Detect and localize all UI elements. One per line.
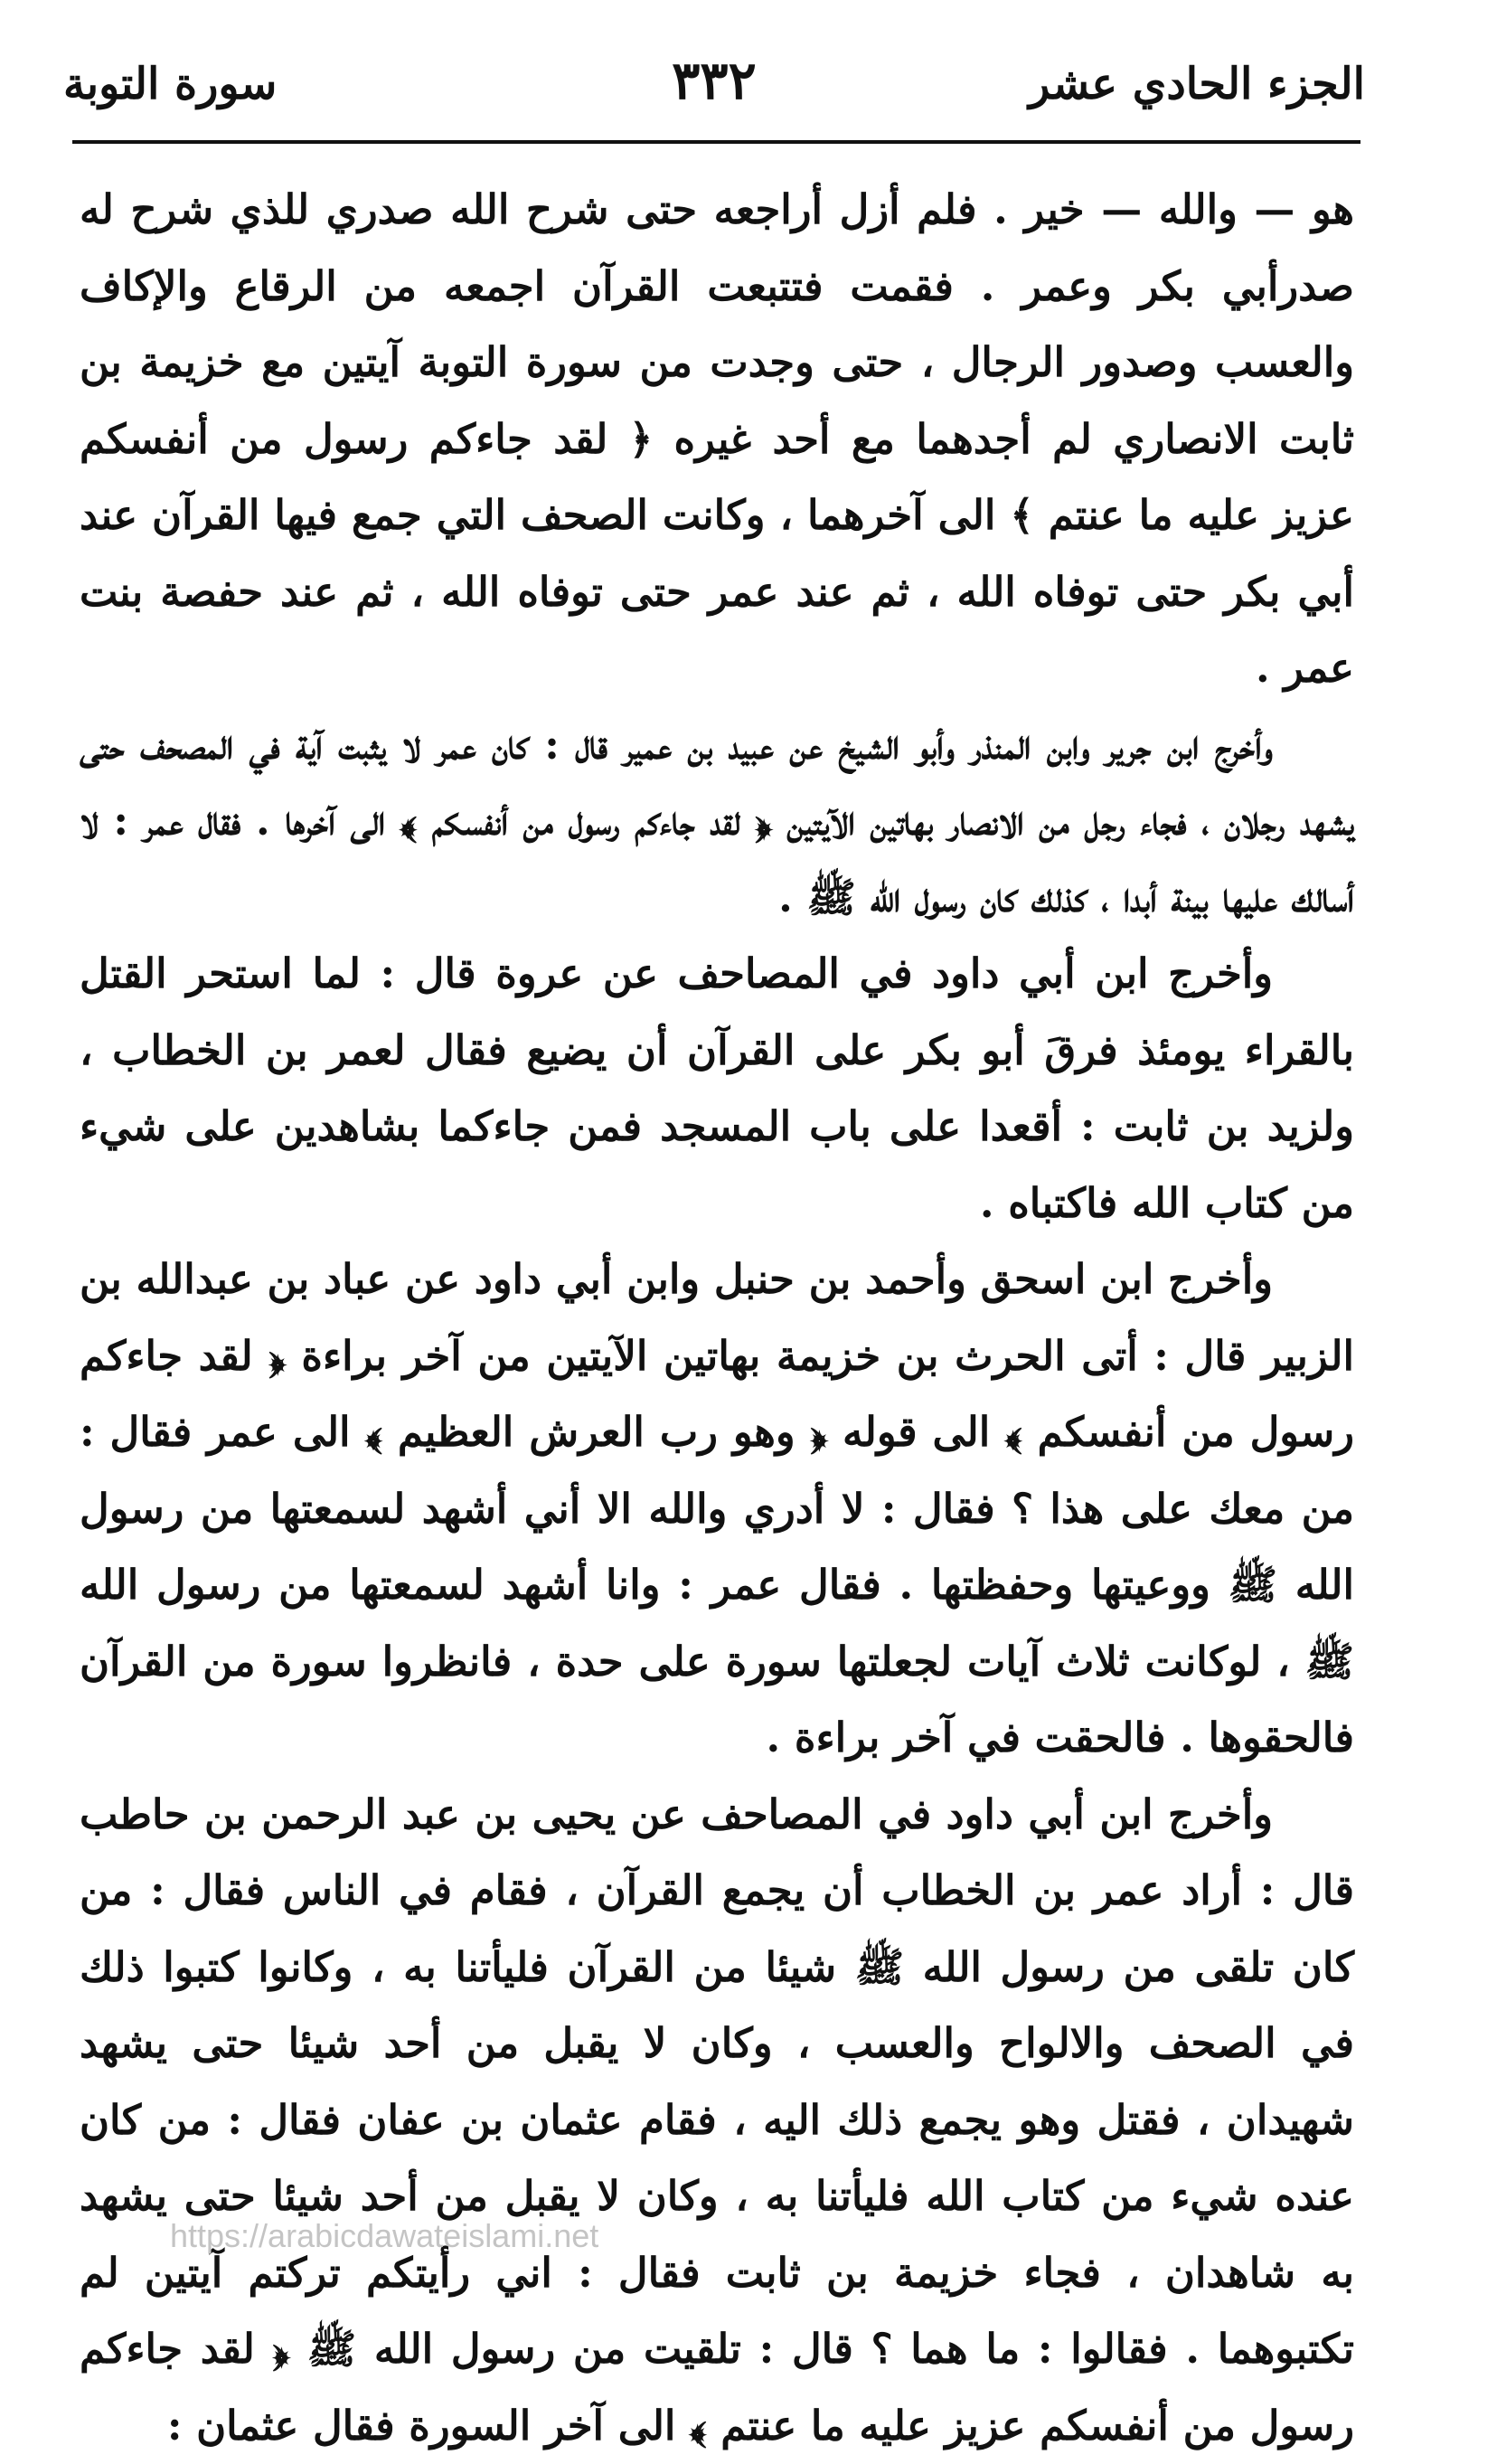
surah-title: سورة التوبة — [63, 59, 277, 109]
page-number: ٣٣٢ — [63, 50, 1365, 111]
page-body — [80, 172, 1354, 2464]
paragraph: وأخرج ابن أبي داود في المصاحف عن يحيى بن عبد الرحمن بن حاطب قال : أراد عمر بن الخطاب أن يجمع القرآن ، فقام في الناس فقال : من كان تلقى من رسول الله ﷺ شيئا من القرآن فليأتنا به ، وكانوا كتبوا ذلك في الصحف والالواح والعسب ، وكان لا يقبل من أحد شيئا حتى يشهد شهيدان ، فقتل وهو يجمع ذلك اليه ، فقام عثمان بن عفان فقال : من كان عنده شيء من كتاب الله فليأتنا به ، وكان لا يقبل من أحد شيئا حتى يشهد به شاهدان ، فجاء خزيمة بن ثابت فقال : اني رأيتكم تركتم آيتين لم تكتبوهما . فقالوا : ما هما ؟ قال : تلقيت من رسول الله ﷺ ﴿ لقد جاءكم رسول من أنفسكم عزيز عليه ما عنتم ﴾ الى آخر السورة فقال عثمان : — [80, 1777, 1354, 2464]
paragraph: وأخرج ابن جرير وابن المنذر وأبو الشيخ عن عبيد بن عمير قال : كان عمر لا يثبت آية في المصحف حتى يشهد رجلان ، فجاء رجل من الانصار بهاتين الآيتين ﴿ لقد جاءكم رسول من أنفسكم ﴾ الى آخرها . فقال عمر : لا أسالك عليها بينة أبدا ، كذلك كان رسول الله ﷺ . — [80, 707, 1354, 937]
paragraph: وأخرج ابن اسحق وأحمد بن حنبل وابن أبي داود عن عباد بن عبدالله بن الزبير قال : أتى الحرث بن خزيمة بهاتين الآيتين من آخر براءة ﴿ لقد جاءكم رسول من أنفسكم ﴾ الى قوله ﴿ وهو رب العرش العظيم ﴾ الى عمر فقال : من معك على هذا ؟ فقال : لا أدري والله الا أني أشهد لسمعتها من رسول الله ﷺ ووعيتها وحفظتها . فقال عمر : وانا أشهد لسمعتها من رسول الله ﷺ ، لوكانت ثلاث آيات لجعلتها سورة على حدة ، فانظروا سورة من القرآن فالحقوها . فالحقت في آخر براءة . — [80, 1241, 1354, 1777]
page-header — [63, 50, 1365, 140]
paragraph: وأخرج ابن أبي داود في المصاحف عن عروة قال : لما استحر القتل بالقراء يومئذ فرقَ أبو بكر على القرآن أن يضيع فقال لعمر بن الخطاب ، ولزيد بن ثابت : أقعدا على باب المسجد فمن جاءكما بشاهدين على شيء من كتاب الله فاكتباه . — [80, 936, 1354, 1241]
part-title: الجزء الحادي عشر — [1029, 59, 1365, 109]
header-divider — [72, 140, 1360, 144]
paragraph: هو — والله — خير . فلم أزل أراجعه حتى شرح الله صدري للذي شرح له صدرأبي بكر وعمر . فقمت فتتبعت القرآن اجمعه من الرقاع والإكاف والعسب وصدور الرجال ، حتى وجدت من سورة التوبة آيتين مع خزيمة بن ثابت الانصاري لم أجدهما مع أحد غيره ﴿ لقد جاءكم رسول من أنفسكم عزيز عليه ما عنتم ﴾ الى آخرهما ، وكانت الصحف التي جمع فيها القرآن عند أبي بكر حتى توفاه الله ، ثم عند عمر حتى توفاه الله ، ثم عند حفصة بنت عمر . — [80, 172, 1354, 707]
watermark-url: https://arabicdawateislami.net — [170, 2217, 598, 2255]
